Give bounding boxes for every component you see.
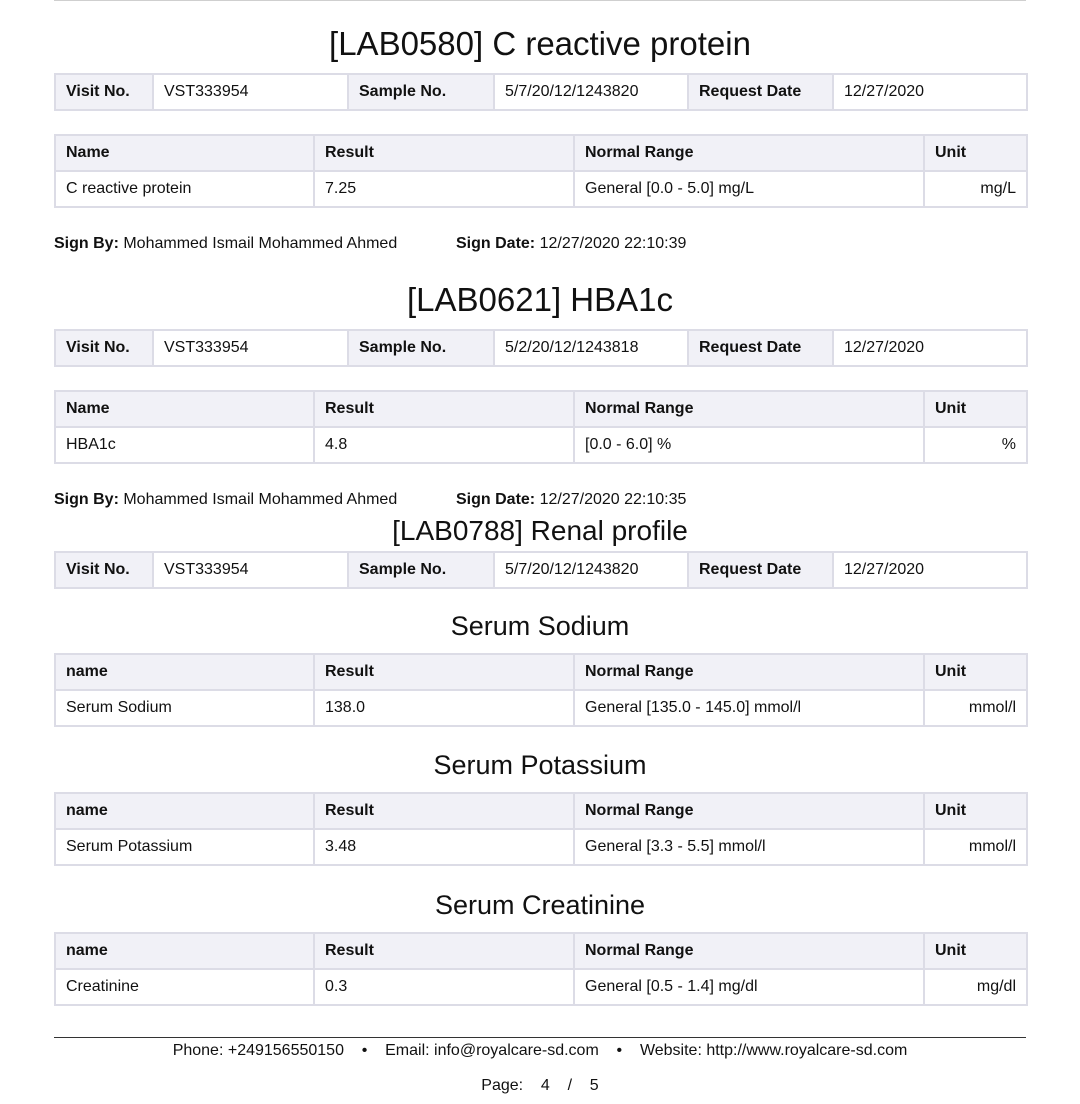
- col-range-header: Normal Range: [574, 933, 924, 969]
- test-result: 3.48: [314, 829, 574, 865]
- section-title-hba1c: [LAB0621] HBA1c: [407, 281, 673, 318]
- col-unit-header: Unit: [924, 933, 1027, 969]
- test-range: General [135.0 - 145.0] mmol/l: [574, 690, 924, 726]
- col-unit-header: Unit: [924, 391, 1027, 427]
- test-unit: mmol/l: [924, 829, 1027, 865]
- col-range-header: Normal Range: [574, 654, 924, 690]
- col-name-header: name: [55, 654, 314, 690]
- request-date-label: Request Date: [688, 330, 833, 366]
- info-table-renal: [54, 551, 1028, 589]
- subtitle-serum-creatinine: Serum Creatinine: [434, 890, 646, 920]
- table-row: [55, 969, 1027, 1005]
- test-unit: mg/L: [924, 171, 1027, 207]
- visit-label: Visit No.: [55, 552, 153, 588]
- col-unit-header: Unit: [924, 793, 1027, 829]
- col-name-header: name: [55, 793, 314, 829]
- sign-by-value: Mohammed Ismail Mohammed Ahmed: [123, 235, 398, 252]
- sign-date-value: 12/27/2020 22:10:39: [539, 235, 687, 252]
- sign-by-label: Sign By:: [54, 235, 119, 252]
- test-range: General [0.0 - 5.0] mg/L: [574, 171, 924, 207]
- sign-by-label: Sign By:: [54, 491, 119, 508]
- footer-contact: Phone: +249156550150 • Email: info@royalcare-sd.com • Website: http://www.royalcare-sd.com: [172, 1042, 908, 1059]
- test-name: HBA1c: [55, 427, 314, 463]
- subtitle-serum-potassium: Serum Potassium: [433, 750, 647, 780]
- test-range: General [3.3 - 5.5] mmol/l: [574, 829, 924, 865]
- col-range-header: Normal Range: [574, 391, 924, 427]
- sample-label: Sample No.: [348, 552, 494, 588]
- visit-label: Visit No.: [55, 330, 153, 366]
- page-indicator: [0, 1077, 1080, 1095]
- col-result-header: Result: [314, 793, 574, 829]
- test-unit: mmol/l: [924, 690, 1027, 726]
- sample-value: 5/2/20/12/1243818: [494, 330, 688, 366]
- page-separator: /: [567, 1077, 573, 1094]
- subtitle-serum-sodium: Serum Sodium: [450, 611, 630, 641]
- table-row: [55, 829, 1027, 865]
- table-row: [55, 690, 1027, 726]
- test-result: 7.25: [314, 171, 574, 207]
- col-result-header: Result: [314, 933, 574, 969]
- test-name: C reactive protein: [55, 171, 314, 207]
- request-date-value: 12/27/2020: [833, 330, 1027, 366]
- col-name-header: name: [55, 933, 314, 969]
- visit-label: Visit No.: [55, 74, 153, 110]
- visit-value: VST333954: [153, 330, 348, 366]
- sign-by-value: Mohammed Ismail Mohammed Ahmed: [123, 491, 398, 508]
- request-date-label: Request Date: [688, 552, 833, 588]
- visit-value: VST333954: [153, 552, 348, 588]
- footer-divider: [54, 1037, 1026, 1038]
- sign-date-label: Sign Date:: [456, 491, 536, 508]
- col-result-header: Result: [314, 654, 574, 690]
- top-divider: [54, 0, 1026, 1]
- signature-line-crp: [54, 235, 687, 253]
- info-table-hba1c: [54, 329, 1028, 367]
- col-range-header: Normal Range: [574, 793, 924, 829]
- col-result-header: Result: [314, 135, 574, 171]
- signature-line-hba1c: [54, 491, 687, 509]
- page-current: 4: [540, 1077, 550, 1094]
- result-table-creatinine: [54, 932, 1028, 1006]
- sample-label: Sample No.: [348, 74, 494, 110]
- col-unit-header: Unit: [924, 654, 1027, 690]
- test-range: General [0.5 - 1.4] mg/dl: [574, 969, 924, 1005]
- table-row: [55, 427, 1027, 463]
- result-table-sodium: [54, 653, 1028, 727]
- result-table-hba1c: [54, 390, 1028, 464]
- result-table-crp: [54, 134, 1028, 208]
- col-name-header: Name: [55, 135, 314, 171]
- sign-date-label: Sign Date:: [456, 235, 536, 252]
- sample-value: 5/7/20/12/1243820: [494, 74, 688, 110]
- test-result: 138.0: [314, 690, 574, 726]
- test-name: Serum Potassium: [55, 829, 314, 865]
- info-table-crp: [54, 73, 1028, 111]
- col-result-header: Result: [314, 391, 574, 427]
- request-date-value: 12/27/2020: [833, 552, 1027, 588]
- test-name: Creatinine: [55, 969, 314, 1005]
- request-date-value: 12/27/2020: [833, 74, 1027, 110]
- test-unit: mg/dl: [924, 969, 1027, 1005]
- test-range: [0.0 - 6.0] %: [574, 427, 924, 463]
- sample-value: 5/7/20/12/1243820: [494, 552, 688, 588]
- col-unit-header: Unit: [924, 135, 1027, 171]
- page-total: 5: [589, 1077, 599, 1094]
- section-title-crp: [LAB0580] C reactive protein: [329, 25, 751, 62]
- test-name: Serum Sodium: [55, 690, 314, 726]
- col-name-header: Name: [55, 391, 314, 427]
- visit-value: VST333954: [153, 74, 348, 110]
- sample-label: Sample No.: [348, 330, 494, 366]
- request-date-label: Request Date: [688, 74, 833, 110]
- result-table-potassium: [54, 792, 1028, 866]
- page-label: Page:: [481, 1077, 524, 1094]
- sign-date-value: 12/27/2020 22:10:35: [539, 491, 687, 508]
- col-range-header: Normal Range: [574, 135, 924, 171]
- test-unit: %: [924, 427, 1027, 463]
- section-title-renal: [LAB0788] Renal profile: [392, 515, 688, 546]
- test-result: 4.8: [314, 427, 574, 463]
- test-result: 0.3: [314, 969, 574, 1005]
- table-row: [55, 171, 1027, 207]
